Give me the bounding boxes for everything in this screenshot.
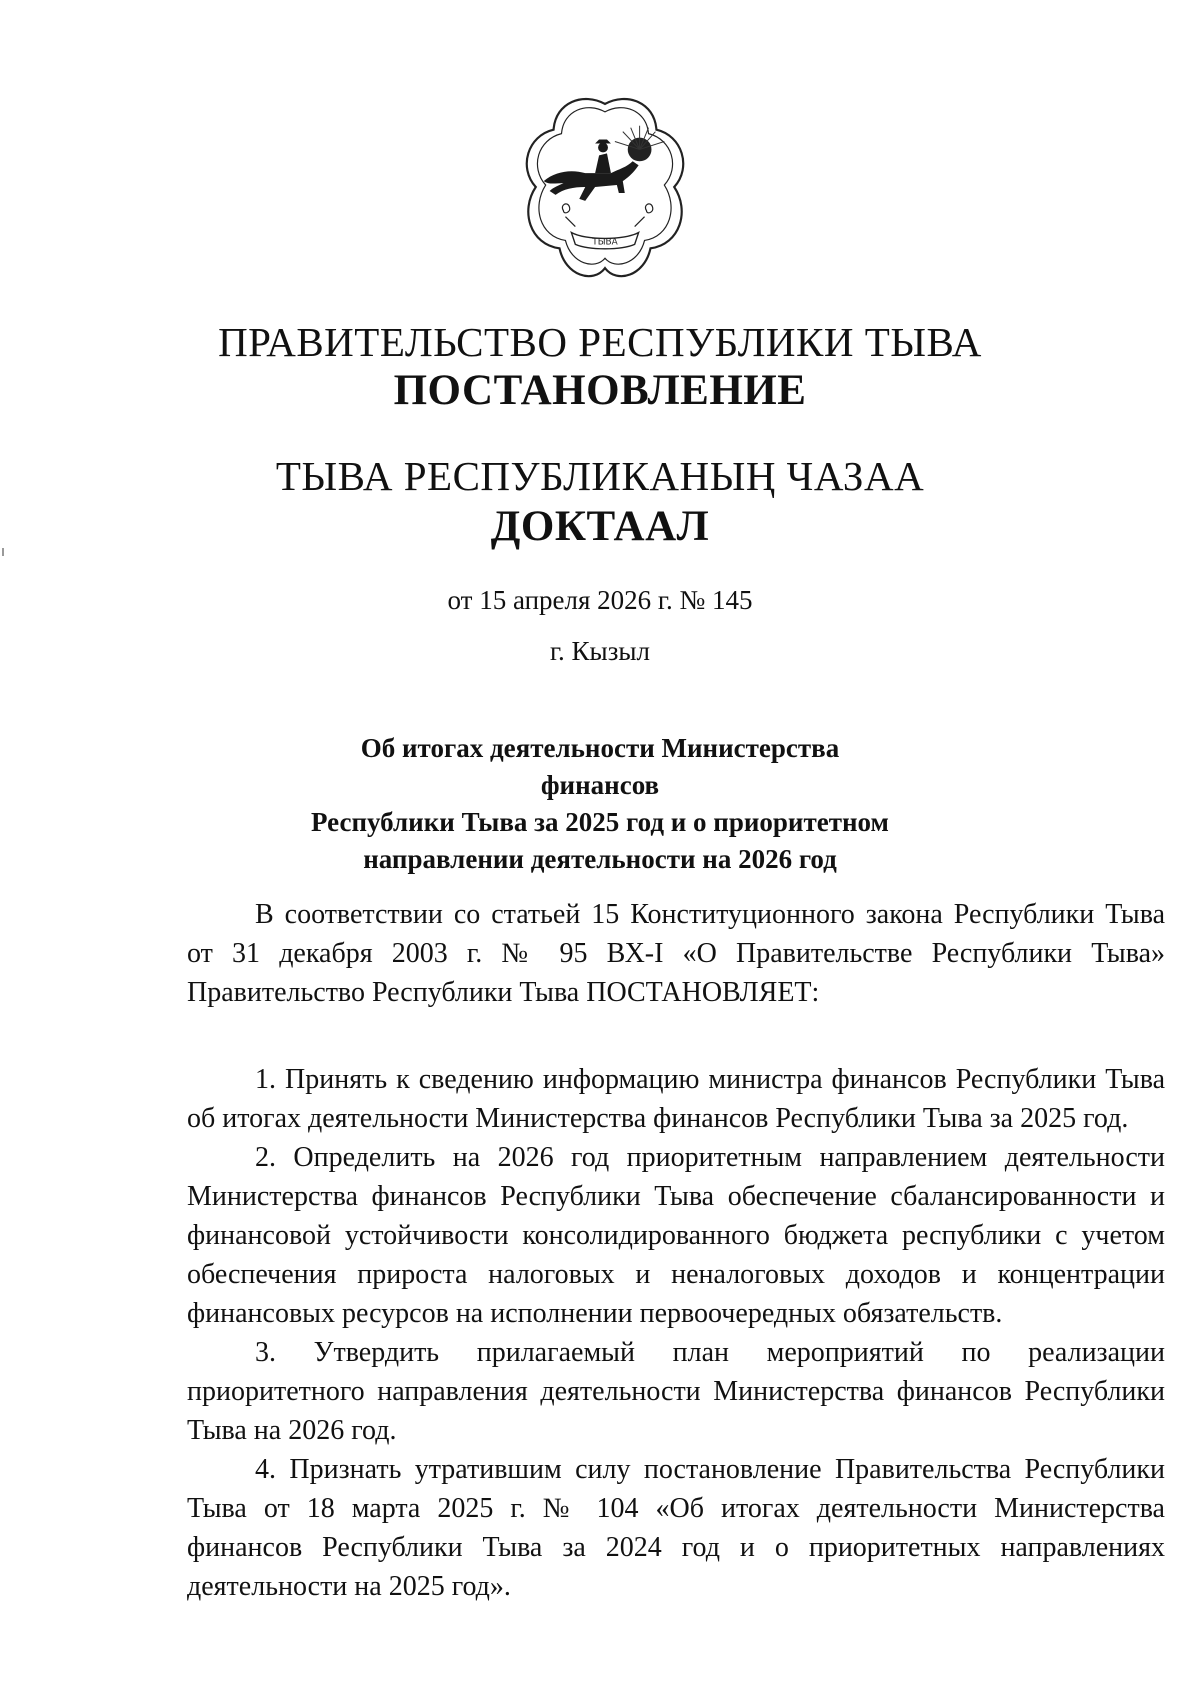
document-title-line: направлении деятельности на 2026 год — [363, 844, 837, 874]
resolution-item: 2. Определить на 2026 год приоритетным направлением деятельности Министерства финансов Республики Тыва обеспечение сбалансированности и финансовой устойчивости консолидированного бюджета республики с учетом обеспечения прироста налоговых и неналоговых доходов и концентрации финансовых ресурсов на исполнении первоочередных обязательств. — [187, 1142, 1165, 1329]
document-title — [300, 730, 900, 878]
tuva-emblem-icon — [516, 90, 694, 288]
resolution-item: 1. Принять к сведению информацию министра финансов Республики Тыва об итогах деятельности Министерства финансов Республики Тыва за 2025 год. — [187, 1064, 1165, 1134]
document-type-tyv: ДОКТААЛ — [490, 503, 710, 550]
resolution-item: 4. Признать утратившим силу постановление Правительства Республики Тыва от 18 марта 2025 г. № 104 «Об итогах деятельности Министерства финансов Республики Тыва за 2024 год и о приоритетных направлениях деятельности на 2025 год». — [187, 1454, 1165, 1602]
document-title-line: Республики Тыва за 2025 год и о приоритетном — [311, 807, 889, 837]
resolution-item: 3. Утвердить прилагаемый план мероприятий по реализации приоритетного направления деятельности Министерства финансов Республики Тыва на 2026 год. — [187, 1337, 1165, 1446]
document-body — [187, 895, 1165, 1606]
document-title-line: Об итогах деятельности Министерства финансов — [360, 733, 840, 800]
document-type-ru: ПОСТАНОВЛЕНИЕ — [393, 367, 807, 414]
preamble-paragraph: В соответствии со статьей 15 Конституционного закона Республики Тыва от 31 декабря 2003 г. № 95 ВХ-I «О Правительстве Республики Тыва» Правительство Республики Тыва ПОСТАНОВЛЯЕТ: — [187, 899, 1165, 1008]
government-title-ru: ПРАВИТЕЛЬСТВО РЕСПУБЛИКИ ТЫВА — [218, 319, 982, 365]
government-title-tyv: ТЫВА РЕСПУБЛИКАНЫҢ ЧАЗАА — [275, 453, 925, 499]
document-date-number: от 15 апреля 2026 г. № 145 — [447, 585, 753, 615]
svg-text:ТЫВА: ТЫВА — [592, 237, 618, 248]
document-city: г. Кызыл — [550, 636, 650, 666]
